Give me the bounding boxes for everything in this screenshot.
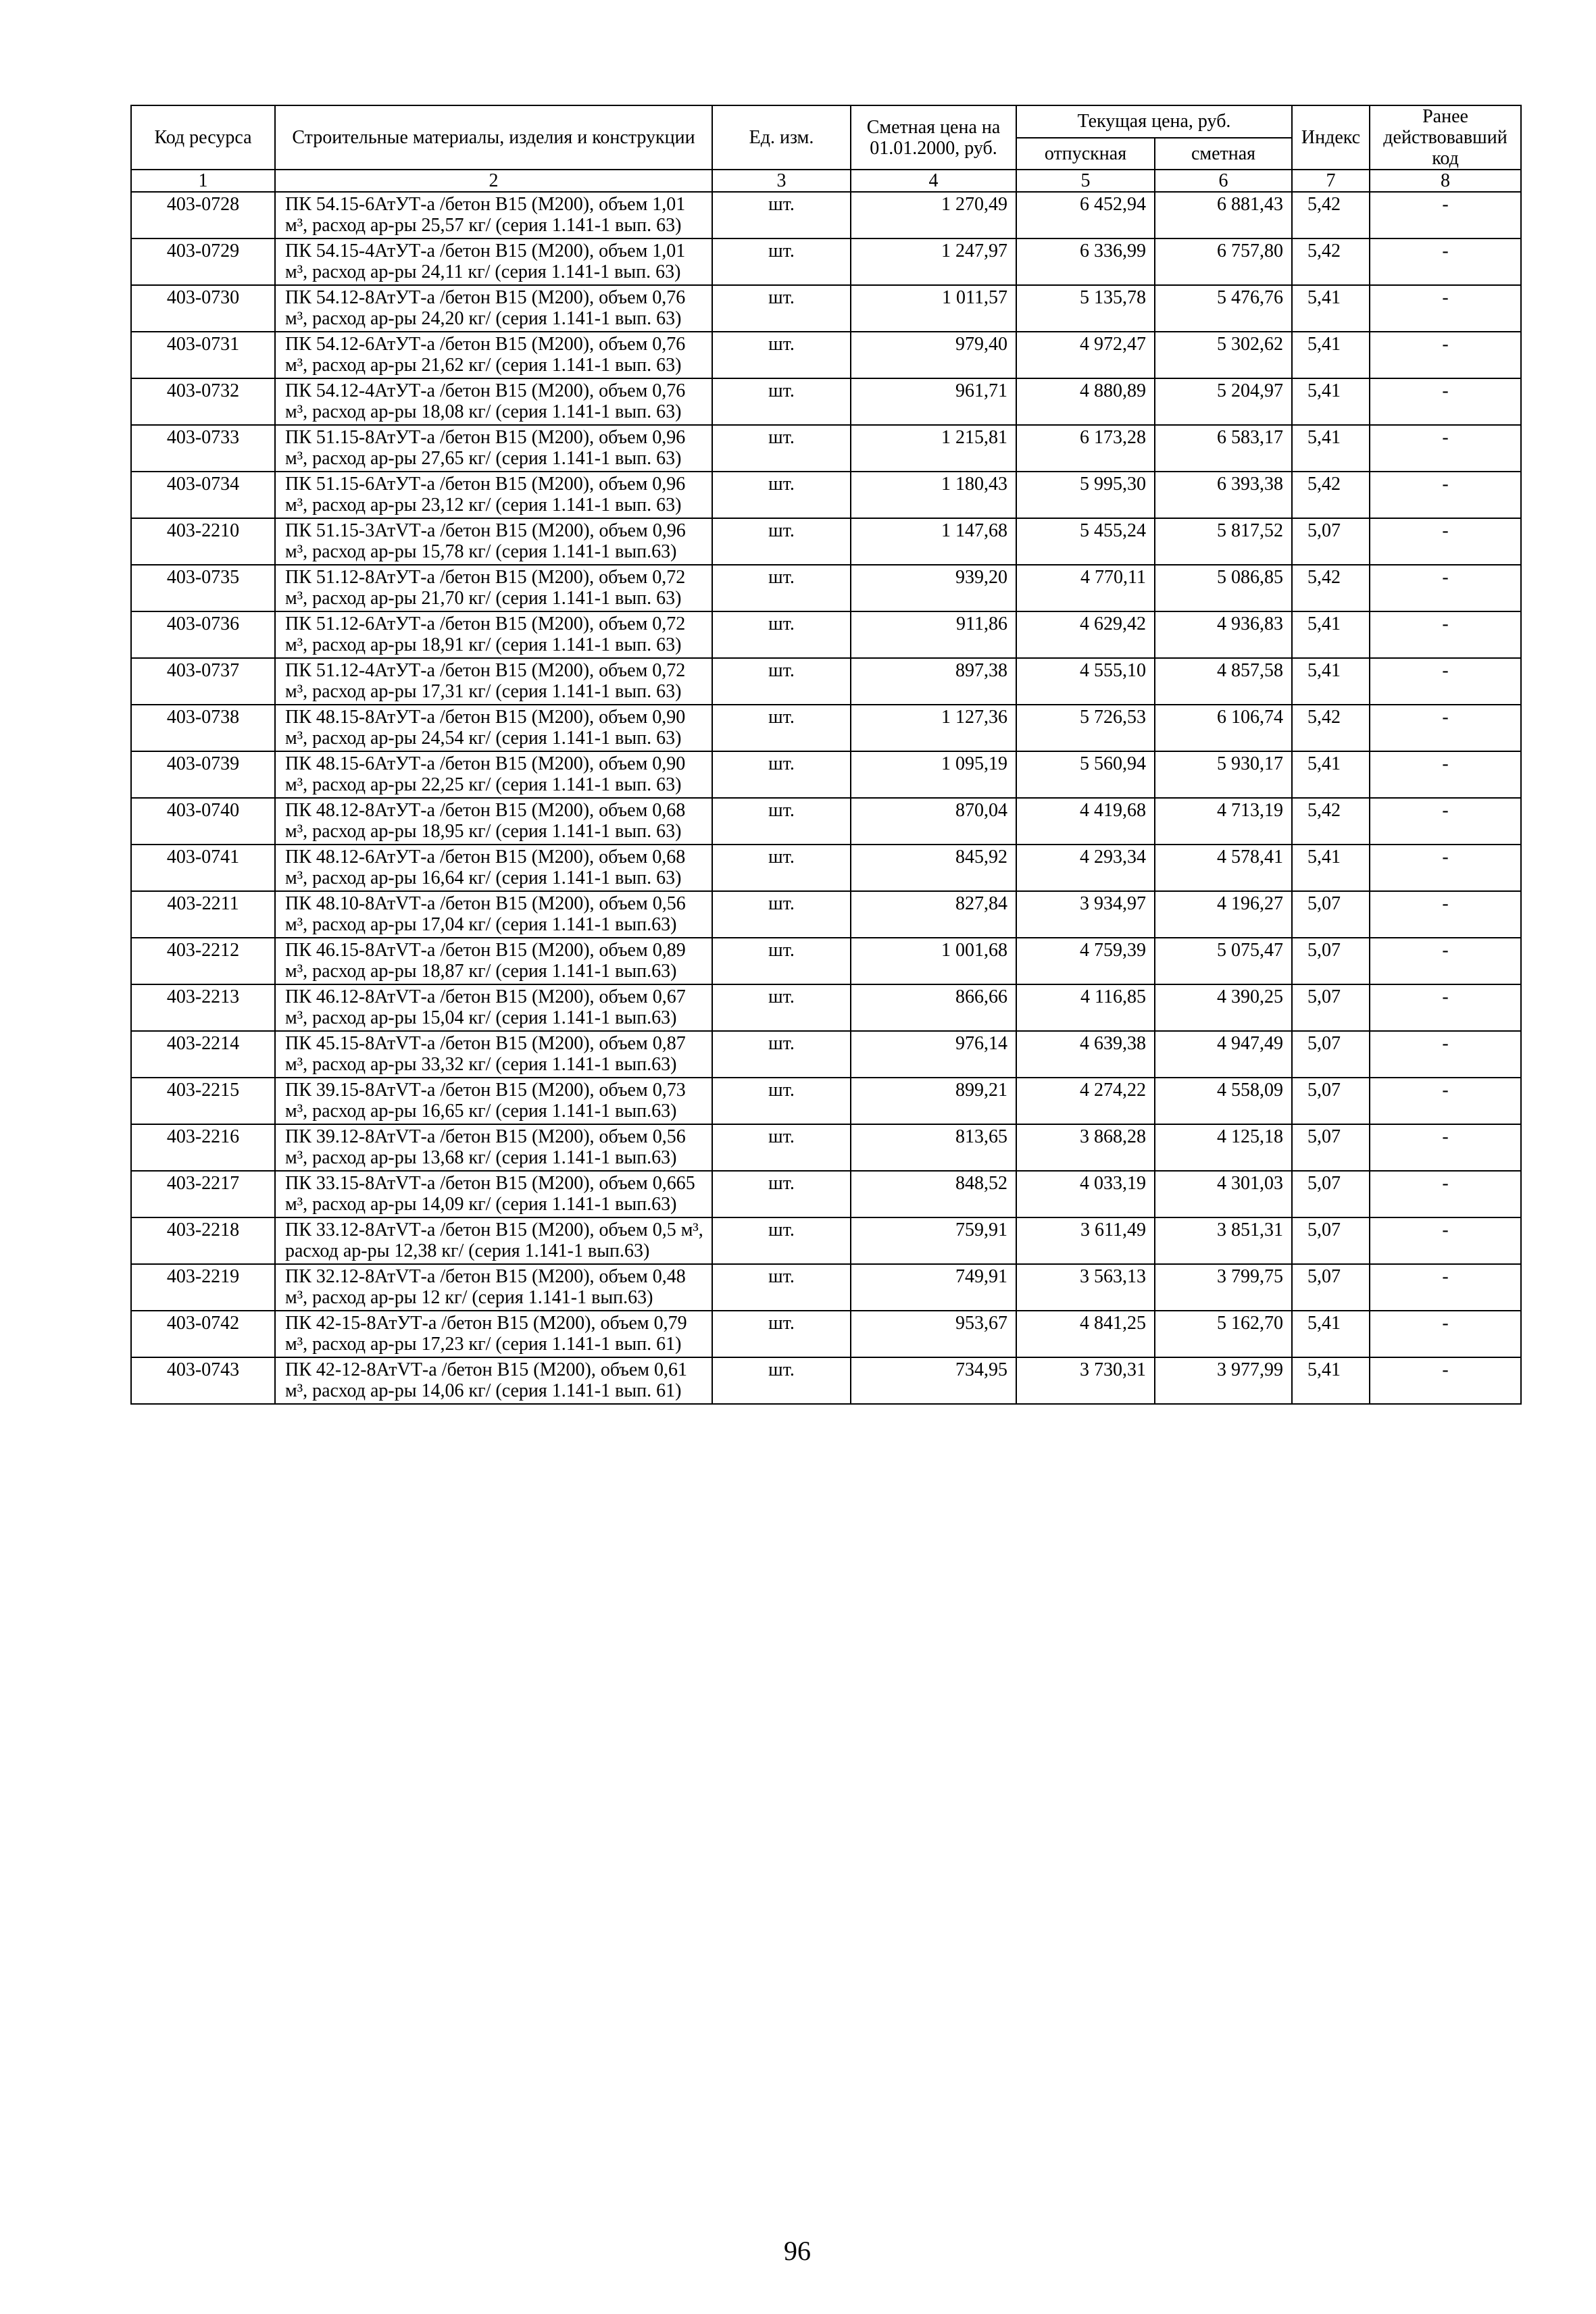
estimate-price: 3 977,99 (1155, 1357, 1292, 1404)
material-name: ПК 33.12-8АтVТ-а /бетон В15 (М200), объем 0,5 м³, расход ар-ры 12,38 кг/ (серия 1.141-1 вып.63) (275, 1217, 712, 1264)
release-price: 3 934,97 (1016, 891, 1155, 938)
table-row (131, 705, 1521, 751)
material-name: ПК 51.15-6АтУТ-а /бетон В15 (М200), объем 0,96 м³, расход ар-ры 23,12 кг/ (серия 1.141-1 вып. 63) (275, 472, 712, 518)
unit: шт. (712, 938, 851, 984)
previous-code: - (1370, 798, 1521, 845)
release-price: 3 868,28 (1016, 1124, 1155, 1171)
unit: шт. (712, 565, 851, 611)
material-name: ПК 48.12-6АтУТ-а /бетон В15 (М200), объем 0,68 м³, расход ар-ры 16,64 кг/ (серия 1.141-1 вып. 63) (275, 845, 712, 891)
price-index: 5,07 (1292, 891, 1370, 938)
table-row (131, 192, 1521, 238)
resource-code: 403-0731 (131, 332, 275, 378)
estimate-price: 4 558,09 (1155, 1078, 1292, 1124)
release-price: 4 274,22 (1016, 1078, 1155, 1124)
base-price: 759,91 (851, 1217, 1016, 1264)
release-price: 4 880,89 (1016, 378, 1155, 425)
material-name: ПК 48.15-6АтУТ-а /бетон В15 (М200), объем 0,90 м³, расход ар-ры 22,25 кг/ (серия 1.141-1 вып. 63) (275, 751, 712, 798)
unit: шт. (712, 1078, 851, 1124)
table-row (131, 378, 1521, 425)
base-price: 749,91 (851, 1264, 1016, 1311)
material-name: ПК 48.12-8АтУТ-а /бетон В15 (М200), объем 0,68 м³, расход ар-ры 18,95 кг/ (серия 1.141-1 вып. 63) (275, 798, 712, 845)
table-row (131, 658, 1521, 705)
unit: шт. (712, 238, 851, 285)
table-row (131, 611, 1521, 658)
release-price: 3 611,49 (1016, 1217, 1155, 1264)
price-index: 5,41 (1292, 332, 1370, 378)
estimate-price: 4 301,03 (1155, 1171, 1292, 1217)
table-row (131, 472, 1521, 518)
release-price: 6 336,99 (1016, 238, 1155, 285)
base-price: 953,67 (851, 1311, 1016, 1357)
column-number: 8 (1370, 170, 1521, 192)
price-index: 5,41 (1292, 285, 1370, 332)
base-price: 1 247,97 (851, 238, 1016, 285)
column-number: 3 (712, 170, 851, 192)
price-index: 5,07 (1292, 1031, 1370, 1078)
previous-code: - (1370, 238, 1521, 285)
material-name: ПК 45.15-8АтVТ-а /бетон В15 (М200), объем 0,87 м³, расход ар-ры 33,32 кг/ (серия 1.141-1 вып.63) (275, 1031, 712, 1078)
table-row (131, 1124, 1521, 1171)
estimate-price: 5 086,85 (1155, 565, 1292, 611)
base-price: 848,52 (851, 1171, 1016, 1217)
price-index: 5,07 (1292, 1124, 1370, 1171)
resource-code: 403-0736 (131, 611, 275, 658)
unit: шт. (712, 845, 851, 891)
previous-code: - (1370, 285, 1521, 332)
unit: шт. (712, 611, 851, 658)
material-name: ПК 48.10-8АтVТ-а /бетон В15 (М200), объем 0,56 м³, расход ар-ры 17,04 кг/ (серия 1.141-1 вып.63) (275, 891, 712, 938)
estimate-price: 4 578,41 (1155, 845, 1292, 891)
table-row (131, 285, 1521, 332)
table-row (131, 1217, 1521, 1264)
table-row (131, 1311, 1521, 1357)
release-price: 5 560,94 (1016, 751, 1155, 798)
table-row (131, 891, 1521, 938)
previous-code: - (1370, 751, 1521, 798)
previous-code: - (1370, 472, 1521, 518)
estimate-price: 3 851,31 (1155, 1217, 1292, 1264)
resource-code: 403-0740 (131, 798, 275, 845)
unit: шт. (712, 1311, 851, 1357)
release-price: 4 033,19 (1016, 1171, 1155, 1217)
resource-code: 403-0735 (131, 565, 275, 611)
table-row (131, 565, 1521, 611)
estimate-price: 5 930,17 (1155, 751, 1292, 798)
material-name: ПК 42-15-8АтУТ-а /бетон В15 (М200), объем 0,79 м³, расход ар-ры 17,23 кг/ (серия 1.141-1 вып. 61) (275, 1311, 712, 1357)
resource-code: 403-0733 (131, 425, 275, 472)
base-price: 866,66 (851, 984, 1016, 1031)
material-name: ПК 54.15-4АтУТ-а /бетон В15 (М200), объем 1,01 м³, расход ар-ры 24,11 кг/ (серия 1.141-1 вып. 63) (275, 238, 712, 285)
base-price: 870,04 (851, 798, 1016, 845)
release-price: 4 759,39 (1016, 938, 1155, 984)
base-price: 897,38 (851, 658, 1016, 705)
price-index: 5,41 (1292, 1357, 1370, 1404)
price-index: 5,07 (1292, 1217, 1370, 1264)
previous-code: - (1370, 332, 1521, 378)
resource-code: 403-0741 (131, 845, 275, 891)
previous-code: - (1370, 378, 1521, 425)
resource-code: 403-2212 (131, 938, 275, 984)
price-table (130, 105, 1522, 1405)
resource-code: 403-0743 (131, 1357, 275, 1404)
base-price: 1 011,57 (851, 285, 1016, 332)
price-index: 5,42 (1292, 192, 1370, 238)
price-index: 5,41 (1292, 845, 1370, 891)
unit: шт. (712, 472, 851, 518)
column-number: 6 (1155, 170, 1292, 192)
unit: шт. (712, 658, 851, 705)
unit: шт. (712, 425, 851, 472)
estimate-price: 6 106,74 (1155, 705, 1292, 751)
header-index: Индекс (1292, 105, 1370, 170)
base-price: 1 180,43 (851, 472, 1016, 518)
header-release-price: отпускная (1016, 138, 1155, 170)
price-index: 5,41 (1292, 425, 1370, 472)
previous-code: - (1370, 1357, 1521, 1404)
release-price: 4 972,47 (1016, 332, 1155, 378)
table-row (131, 751, 1521, 798)
price-index: 5,07 (1292, 938, 1370, 984)
base-price: 845,92 (851, 845, 1016, 891)
release-price: 6 452,94 (1016, 192, 1155, 238)
previous-code: - (1370, 565, 1521, 611)
previous-code: - (1370, 1124, 1521, 1171)
unit: шт. (712, 1357, 851, 1404)
estimate-price: 4 196,27 (1155, 891, 1292, 938)
material-name: ПК 42-12-8АтVТ-а /бетон В15 (М200), объем 0,61 м³, расход ар-ры 14,06 кг/ (серия 1.141-1 вып. 61) (275, 1357, 712, 1404)
previous-code: - (1370, 611, 1521, 658)
material-name: ПК 32.12-8АтVТ-а /бетон В15 (М200), объем 0,48 м³, расход ар-ры 12 кг/ (серия 1.141-1 вып.63) (275, 1264, 712, 1311)
release-price: 4 770,11 (1016, 565, 1155, 611)
base-price: 961,71 (851, 378, 1016, 425)
table-row (131, 984, 1521, 1031)
previous-code: - (1370, 1264, 1521, 1311)
header-code: Код ресурса (131, 105, 275, 170)
release-price: 3 563,13 (1016, 1264, 1155, 1311)
column-number: 1 (131, 170, 275, 192)
base-price: 1 095,19 (851, 751, 1016, 798)
table-row (131, 238, 1521, 285)
price-index: 5,41 (1292, 611, 1370, 658)
previous-code: - (1370, 518, 1521, 565)
resource-code: 403-2215 (131, 1078, 275, 1124)
release-price: 4 841,25 (1016, 1311, 1155, 1357)
material-name: ПК 51.12-6АтУТ-а /бетон В15 (М200), объем 0,72 м³, расход ар-ры 18,91 кг/ (серия 1.141-1 вып. 63) (275, 611, 712, 658)
estimate-price: 4 857,58 (1155, 658, 1292, 705)
material-name: ПК 39.12-8АтVТ-а /бетон В15 (М200), объем 0,56 м³, расход ар-ры 13,68 кг/ (серия 1.141-1 вып.63) (275, 1124, 712, 1171)
column-number: 2 (275, 170, 712, 192)
previous-code: - (1370, 658, 1521, 705)
resource-code: 403-0739 (131, 751, 275, 798)
table-row (131, 938, 1521, 984)
unit: шт. (712, 1171, 851, 1217)
price-index: 5,42 (1292, 238, 1370, 285)
resource-code: 403-0730 (131, 285, 275, 332)
material-name: ПК 54.15-6АтУТ-а /бетон В15 (М200), объем 1,01 м³, расход ар-ры 25,57 кг/ (серия 1.141-1 вып. 63) (275, 192, 712, 238)
unit: шт. (712, 1124, 851, 1171)
estimate-price: 6 583,17 (1155, 425, 1292, 472)
header-unit: Ед. изм. (712, 105, 851, 170)
price-index: 5,07 (1292, 1078, 1370, 1124)
material-name: ПК 39.15-8АтVТ-а /бетон В15 (М200), объем 0,73 м³, расход ар-ры 16,65 кг/ (серия 1.141-1 вып.63) (275, 1078, 712, 1124)
resource-code: 403-2219 (131, 1264, 275, 1311)
unit: шт. (712, 798, 851, 845)
estimate-price: 4 125,18 (1155, 1124, 1292, 1171)
estimate-price: 5 302,62 (1155, 332, 1292, 378)
unit: шт. (712, 518, 851, 565)
previous-code: - (1370, 1217, 1521, 1264)
unit: шт. (712, 984, 851, 1031)
price-index: 5,07 (1292, 1264, 1370, 1311)
header-name: Строительные материалы, изделия и конструкции (275, 105, 712, 170)
resource-code: 403-0732 (131, 378, 275, 425)
previous-code: - (1370, 1311, 1521, 1357)
release-price: 6 173,28 (1016, 425, 1155, 472)
price-index: 5,07 (1292, 1171, 1370, 1217)
resource-code: 403-2214 (131, 1031, 275, 1078)
table-row (131, 1357, 1521, 1404)
estimate-price: 5 817,52 (1155, 518, 1292, 565)
table-row (131, 1031, 1521, 1078)
estimate-price: 6 757,80 (1155, 238, 1292, 285)
unit: шт. (712, 285, 851, 332)
material-name: ПК 51.15-3АтVТ-а /бетон В15 (М200), объем 0,96 м³, расход ар-ры 15,78 кг/ (серия 1.141-1 вып.63) (275, 518, 712, 565)
material-name: ПК 33.15-8АтVТ-а /бетон В15 (М200), объем 0,665 м³, расход ар-ры 14,09 кг/ (серия 1.141-1 вып.63) (275, 1171, 712, 1217)
base-price: 827,84 (851, 891, 1016, 938)
previous-code: - (1370, 984, 1521, 1031)
resource-code: 403-0734 (131, 472, 275, 518)
table-row (131, 845, 1521, 891)
header-prev-code: Ранее действовавший код (1370, 105, 1521, 170)
base-price: 1 127,36 (851, 705, 1016, 751)
material-name: ПК 51.12-8АтУТ-а /бетон В15 (М200), объем 0,72 м³, расход ар-ры 21,70 кг/ (серия 1.141-1 вып. 63) (275, 565, 712, 611)
estimate-price: 6 881,43 (1155, 192, 1292, 238)
material-name: ПК 46.12-8АтVТ-а /бетон В15 (М200), объем 0,67 м³, расход ар-ры 15,04 кг/ (серия 1.141-1 вып.63) (275, 984, 712, 1031)
release-price: 4 293,34 (1016, 845, 1155, 891)
resource-code: 403-2210 (131, 518, 275, 565)
release-price: 4 116,85 (1016, 984, 1155, 1031)
price-index: 5,07 (1292, 984, 1370, 1031)
release-price: 5 995,30 (1016, 472, 1155, 518)
base-price: 939,20 (851, 565, 1016, 611)
resource-code: 403-2217 (131, 1171, 275, 1217)
unit: шт. (712, 1031, 851, 1078)
base-price: 976,14 (851, 1031, 1016, 1078)
resource-code: 403-2213 (131, 984, 275, 1031)
table-row (131, 518, 1521, 565)
resource-code: 403-0737 (131, 658, 275, 705)
previous-code: - (1370, 1171, 1521, 1217)
unit: шт. (712, 751, 851, 798)
resource-code: 403-0738 (131, 705, 275, 751)
material-name: ПК 54.12-8АтУТ-а /бетон В15 (М200), объем 0,76 м³, расход ар-ры 24,20 кг/ (серия 1.141-1 вып. 63) (275, 285, 712, 332)
estimate-price: 5 075,47 (1155, 938, 1292, 984)
estimate-price: 4 390,25 (1155, 984, 1292, 1031)
base-price: 1 270,49 (851, 192, 1016, 238)
header-estimate-price: сметная (1155, 138, 1292, 170)
material-name: ПК 54.12-6АтУТ-а /бетон В15 (М200), объем 0,76 м³, расход ар-ры 21,62 кг/ (серия 1.141-1 вып. 63) (275, 332, 712, 378)
material-name: ПК 48.15-8АтУТ-а /бетон В15 (М200), объем 0,90 м³, расход ар-ры 24,54 кг/ (серия 1.141-1 вып. 63) (275, 705, 712, 751)
unit: шт. (712, 192, 851, 238)
unit: шт. (712, 891, 851, 938)
base-price: 813,65 (851, 1124, 1016, 1171)
base-price: 1 215,81 (851, 425, 1016, 472)
base-price: 1 001,68 (851, 938, 1016, 984)
resource-code: 403-0729 (131, 238, 275, 285)
header-base-price: Сметная цена на 01.01.2000, руб. (851, 105, 1016, 170)
release-price: 5 455,24 (1016, 518, 1155, 565)
material-name: ПК 51.15-8АтУТ-а /бетон В15 (М200), объем 0,96 м³, расход ар-ры 27,65 кг/ (серия 1.141-1 вып. 63) (275, 425, 712, 472)
estimate-price: 4 713,19 (1155, 798, 1292, 845)
price-index: 5,42 (1292, 705, 1370, 751)
estimate-price: 6 393,38 (1155, 472, 1292, 518)
release-price: 4 629,42 (1016, 611, 1155, 658)
price-index: 5,41 (1292, 1311, 1370, 1357)
base-price: 899,21 (851, 1078, 1016, 1124)
unit: шт. (712, 1264, 851, 1311)
material-name: ПК 54.12-4АтУТ-а /бетон В15 (М200), объем 0,76 м³, расход ар-ры 18,08 кг/ (серия 1.141-1 вып. 63) (275, 378, 712, 425)
table-row (131, 1264, 1521, 1311)
base-price: 1 147,68 (851, 518, 1016, 565)
estimate-price: 5 476,76 (1155, 285, 1292, 332)
estimate-price: 3 799,75 (1155, 1264, 1292, 1311)
resource-code: 403-2216 (131, 1124, 275, 1171)
unit: шт. (712, 332, 851, 378)
resource-code: 403-2218 (131, 1217, 275, 1264)
release-price: 5 726,53 (1016, 705, 1155, 751)
release-price: 5 135,78 (1016, 285, 1155, 332)
column-number: 7 (1292, 170, 1370, 192)
resource-code: 403-0728 (131, 192, 275, 238)
price-index: 5,41 (1292, 658, 1370, 705)
estimate-price: 4 936,83 (1155, 611, 1292, 658)
table-row (131, 1171, 1521, 1217)
material-name: ПК 51.12-4АтУТ-а /бетон В15 (М200), объем 0,72 м³, расход ар-ры 17,31 кг/ (серия 1.141-1 вып. 63) (275, 658, 712, 705)
estimate-price: 5 204,97 (1155, 378, 1292, 425)
previous-code: - (1370, 1078, 1521, 1124)
column-number: 4 (851, 170, 1016, 192)
table-row (131, 425, 1521, 472)
estimate-price: 4 947,49 (1155, 1031, 1292, 1078)
price-index: 5,42 (1292, 565, 1370, 611)
material-name: ПК 46.15-8АтVТ-а /бетон В15 (М200), объем 0,89 м³, расход ар-ры 18,87 кг/ (серия 1.141-1 вып.63) (275, 938, 712, 984)
previous-code: - (1370, 425, 1521, 472)
release-price: 4 639,38 (1016, 1031, 1155, 1078)
previous-code: - (1370, 705, 1521, 751)
previous-code: - (1370, 192, 1521, 238)
unit: шт. (712, 378, 851, 425)
table-row (131, 1078, 1521, 1124)
page-number: 96 (784, 2236, 811, 2266)
price-index: 5,07 (1292, 518, 1370, 565)
estimate-price: 5 162,70 (1155, 1311, 1292, 1357)
price-index: 5,41 (1292, 751, 1370, 798)
price-index: 5,41 (1292, 378, 1370, 425)
column-number: 5 (1016, 170, 1155, 192)
price-index: 5,42 (1292, 472, 1370, 518)
base-price: 734,95 (851, 1357, 1016, 1404)
release-price: 3 730,31 (1016, 1357, 1155, 1404)
previous-code: - (1370, 891, 1521, 938)
base-price: 979,40 (851, 332, 1016, 378)
release-price: 4 419,68 (1016, 798, 1155, 845)
previous-code: - (1370, 1031, 1521, 1078)
release-price: 4 555,10 (1016, 658, 1155, 705)
table-row (131, 332, 1521, 378)
unit: шт. (712, 705, 851, 751)
previous-code: - (1370, 938, 1521, 984)
previous-code: - (1370, 845, 1521, 891)
price-index: 5,42 (1292, 798, 1370, 845)
resource-code: 403-0742 (131, 1311, 275, 1357)
base-price: 911,86 (851, 611, 1016, 658)
unit: шт. (712, 1217, 851, 1264)
table-row (131, 798, 1521, 845)
header-current-price: Текущая цена, руб. (1016, 105, 1292, 138)
resource-code: 403-2211 (131, 891, 275, 938)
